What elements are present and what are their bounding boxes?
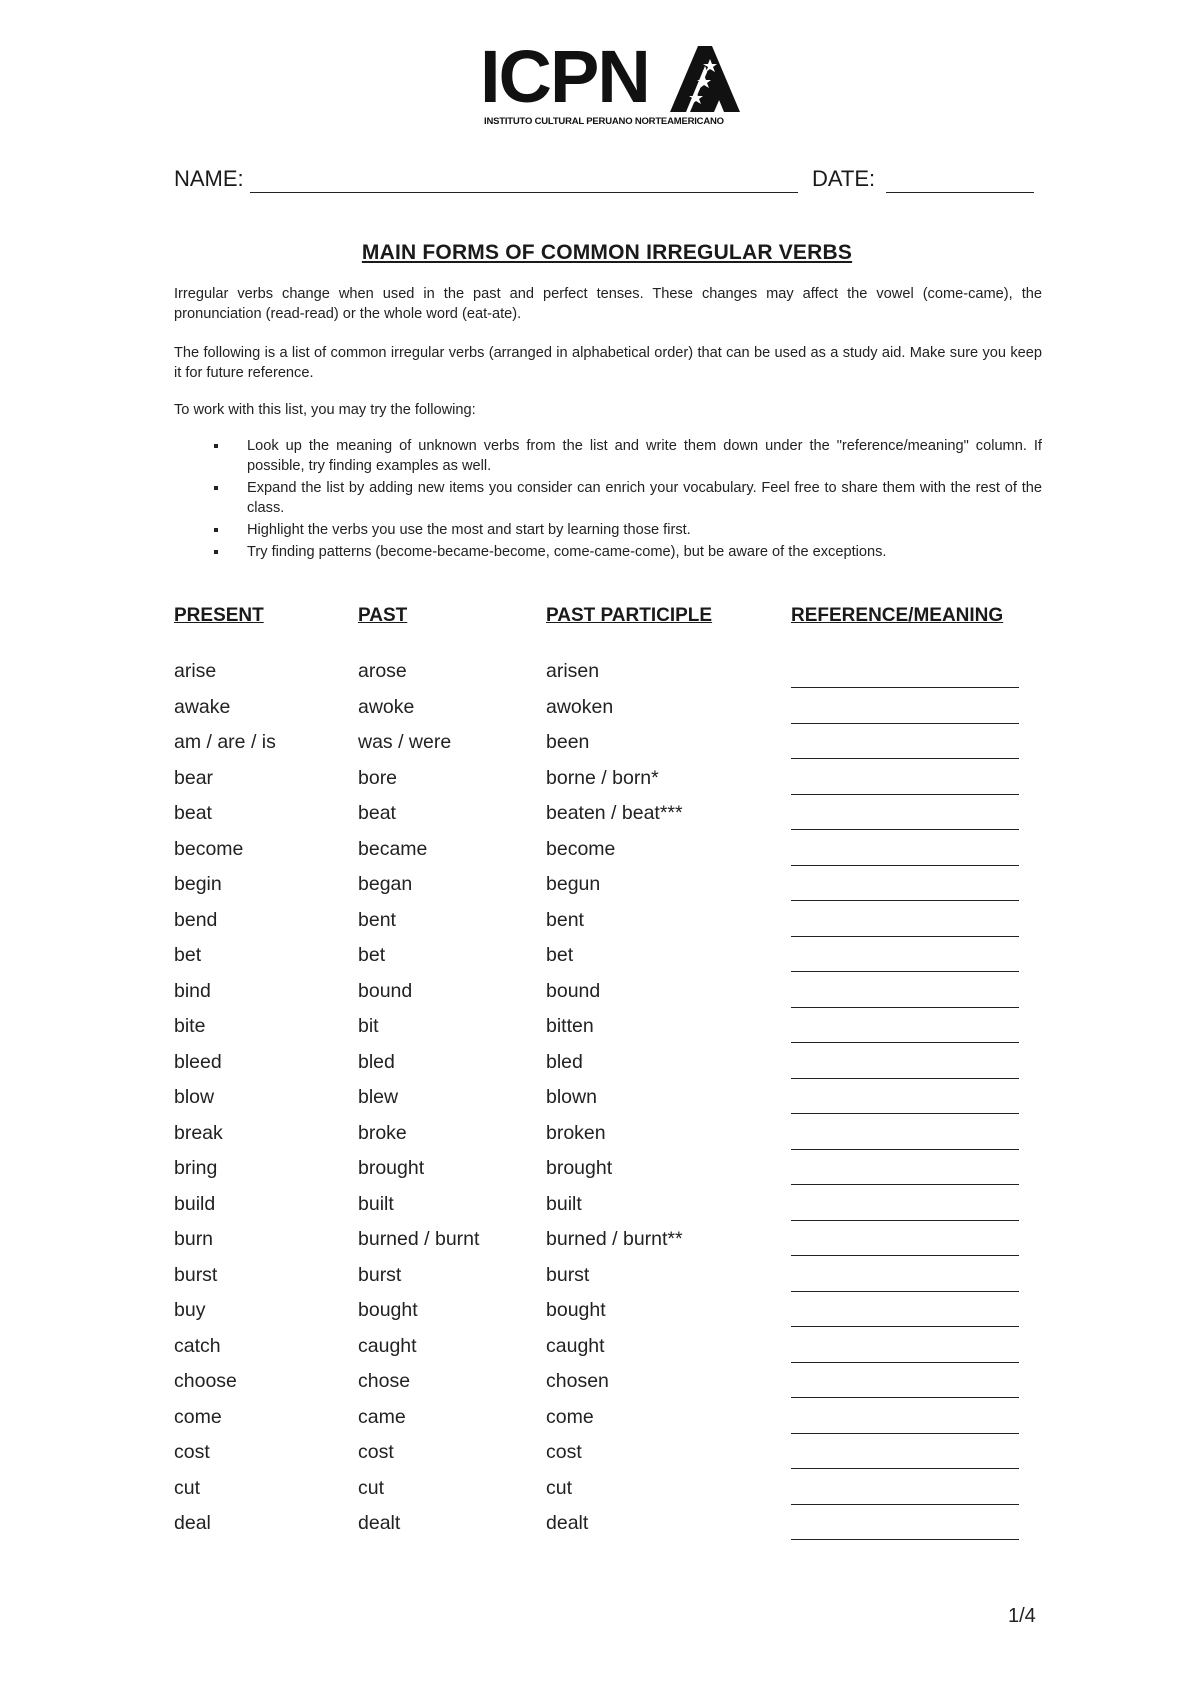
reference-meaning-field[interactable]: [791, 1149, 1019, 1150]
present-cell: bear: [174, 766, 214, 789]
present-cell: burn: [174, 1228, 214, 1250]
list-item: Look up the meaning of unknown verbs from the list and write them down under the "reference/meaning" column. If possible, try finding examples as well.: [174, 436, 1042, 476]
table-row: [0, 944, 1200, 980]
header-past-participle: PAST PARTICIPLE: [546, 605, 713, 626]
past-cell: burst: [358, 1263, 402, 1286]
past-participle-cell: cost: [546, 1441, 582, 1463]
reference-meaning-field[interactable]: [791, 1113, 1019, 1114]
bullet-icon: [214, 486, 218, 490]
reference-meaning-field[interactable]: [791, 1468, 1019, 1469]
list-item: Expand the list by adding new items you consider can enrich your vocabulary. Feel free to share them with the rest of the class.: [174, 478, 1042, 518]
past-participle-cell: cut: [546, 1476, 573, 1499]
bullet-icon: [214, 444, 218, 448]
past-cell: chose: [358, 1370, 411, 1392]
table-row: [0, 1157, 1200, 1193]
reference-meaning-field[interactable]: [791, 1433, 1019, 1434]
header-reference-meaning: REFERENCE/MEANING: [791, 605, 1004, 626]
table-row: [0, 731, 1200, 767]
past-participle-cell: begun: [546, 873, 601, 895]
reference-meaning-field[interactable]: [791, 1042, 1019, 1043]
present-cell: blow: [174, 1086, 215, 1108]
header-present: PRESENT: [174, 605, 264, 626]
reference-meaning-field[interactable]: [791, 1504, 1019, 1505]
date-field[interactable]: [886, 192, 1034, 193]
past-cell: bound: [358, 979, 413, 1002]
present-cell: am / are / is: [174, 731, 276, 753]
present-cell: bet: [174, 944, 202, 966]
reference-meaning-field[interactable]: [791, 1007, 1019, 1008]
past-participle-cell: become: [546, 837, 616, 860]
reference-meaning-field[interactable]: [791, 1539, 1019, 1540]
reference-meaning-field[interactable]: [791, 1291, 1019, 1292]
list-item: Highlight the verbs you use the most and start by learning those first.: [174, 520, 1042, 540]
present-cell: choose: [174, 1370, 237, 1392]
present-cell: awake: [174, 695, 231, 718]
past-participle-cell: bled: [546, 1050, 583, 1073]
past-participle-cell: brought: [546, 1157, 613, 1179]
table-row: [0, 1299, 1200, 1335]
present-cell: build: [174, 1192, 216, 1215]
past-participle-cell: come: [546, 1405, 594, 1428]
reference-meaning-field[interactable]: [791, 829, 1019, 830]
past-cell: blew: [358, 1086, 399, 1108]
past-participle-cell: caught: [546, 1334, 605, 1357]
table-row: [0, 980, 1200, 1016]
past-cell: bent: [358, 908, 396, 931]
past-cell: brought: [358, 1157, 425, 1179]
reference-meaning-field[interactable]: [791, 1362, 1019, 1363]
past-participle-cell: beaten / beat***: [546, 802, 683, 824]
list-item: Try finding patterns (become-became-become, come-came-come), but be aware of the exceptions.: [174, 542, 1042, 562]
table-row: [0, 1015, 1200, 1051]
past-cell: arose: [358, 660, 407, 682]
past-participle-cell: borne / born*: [546, 766, 659, 789]
table-row: [0, 767, 1200, 803]
past-participle-cell: built: [546, 1192, 582, 1215]
present-cell: come: [174, 1405, 222, 1428]
present-cell: beat: [174, 802, 212, 824]
present-cell: deal: [174, 1512, 211, 1534]
present-cell: cut: [174, 1476, 201, 1499]
past-cell: was / were: [358, 731, 452, 753]
present-cell: bleed: [174, 1050, 222, 1073]
bullet-icon: [214, 550, 218, 554]
header-past: PAST: [358, 605, 408, 626]
past-cell: bet: [358, 944, 386, 966]
logo-subtitle: INSTITUTO CULTURAL PERUANO NORTEAMERICANO: [484, 116, 724, 127]
past-participle-cell: bought: [546, 1299, 606, 1321]
page-title: MAIN FORMS OF COMMON IRREGULAR VERBS: [361, 241, 853, 264]
present-cell: become: [174, 837, 244, 860]
present-cell: arise: [174, 660, 217, 682]
past-participle-cell: bitten: [546, 1015, 594, 1037]
table-row: [0, 1335, 1200, 1371]
table-row: [0, 1512, 1200, 1548]
intro-paragraph-3: To work with this list, you may try the following:: [174, 402, 476, 418]
page-number: 1/4: [1008, 1605, 1036, 1627]
past-participle-cell: blown: [546, 1086, 597, 1108]
reference-meaning-field[interactable]: [791, 794, 1019, 795]
present-cell: burst: [174, 1263, 218, 1286]
reference-meaning-field[interactable]: [791, 1078, 1019, 1079]
table-row: [0, 1051, 1200, 1087]
present-cell: bend: [174, 908, 218, 931]
reference-meaning-field[interactable]: [791, 1184, 1019, 1185]
table-row: [0, 1228, 1200, 1264]
past-cell: became: [358, 837, 428, 860]
table-header: [0, 605, 1200, 635]
past-cell: bore: [358, 766, 398, 789]
past-cell: began: [358, 873, 413, 895]
past-cell: cost: [358, 1441, 394, 1463]
logo-brand-text: ICPN: [480, 35, 649, 118]
icpna-logo: [480, 35, 740, 132]
past-cell: bit: [358, 1015, 379, 1037]
name-date-row: [174, 166, 1036, 196]
table-row: [0, 909, 1200, 945]
table-row: [0, 1370, 1200, 1406]
past-cell: built: [358, 1192, 394, 1215]
past-participle-cell: burned / burnt**: [546, 1228, 683, 1250]
past-participle-cell: dealt: [546, 1512, 589, 1534]
past-cell: burned / burnt: [358, 1228, 480, 1250]
intro-paragraph-1: Irregular verbs change when used in the past and perfect tenses. These changes may affect the vowel (come-came), the pronunciation (read-read) or the whole word (eat-ate).: [174, 286, 1042, 322]
present-cell: bring: [174, 1157, 218, 1179]
past-cell: cut: [358, 1476, 385, 1499]
present-cell: bind: [174, 979, 211, 1002]
reference-meaning-field[interactable]: [791, 758, 1019, 759]
table-row: [0, 660, 1200, 696]
table-row: [0, 802, 1200, 838]
past-cell: bled: [358, 1050, 395, 1073]
logo-a-stars-icon: [668, 46, 740, 112]
past-cell: dealt: [358, 1512, 401, 1534]
past-participle-cell: bound: [546, 979, 601, 1002]
past-participle-cell: been: [546, 731, 590, 753]
present-cell: cost: [174, 1441, 210, 1463]
date-label: DATE:: [812, 166, 876, 191]
past-participle-cell: bet: [546, 944, 574, 966]
past-participle-cell: bent: [546, 908, 584, 931]
table-row: [0, 838, 1200, 874]
past-cell: caught: [358, 1334, 417, 1357]
name-field[interactable]: [250, 192, 798, 193]
reference-meaning-field[interactable]: [791, 1255, 1019, 1256]
table-row: [0, 1193, 1200, 1229]
reference-meaning-field[interactable]: [791, 687, 1019, 688]
reference-meaning-field[interactable]: [791, 865, 1019, 866]
reference-meaning-field[interactable]: [791, 1397, 1019, 1398]
table-row: [0, 1441, 1200, 1477]
past-participle-cell: arisen: [546, 660, 600, 682]
verb-table: [0, 660, 1200, 1548]
reference-meaning-field[interactable]: [791, 1220, 1019, 1221]
past-participle-cell: awoken: [546, 695, 614, 718]
present-cell: break: [174, 1121, 223, 1144]
reference-meaning-field[interactable]: [791, 1326, 1019, 1327]
present-cell: buy: [174, 1299, 206, 1321]
present-cell: begin: [174, 873, 222, 895]
table-row: [0, 873, 1200, 909]
table-row: [0, 1406, 1200, 1442]
past-cell: bought: [358, 1299, 418, 1321]
table-row: [0, 1122, 1200, 1158]
past-cell: broke: [358, 1121, 407, 1144]
past-participle-cell: burst: [546, 1263, 590, 1286]
present-cell: catch: [174, 1334, 221, 1357]
instructions-list: [174, 436, 1042, 564]
intro-paragraph-2: The following is a list of common irregular verbs (arranged in alphabetical order) that can be used as a study aid. Make sure you keep it for future reference.: [174, 345, 1042, 381]
reference-meaning-field[interactable]: [791, 936, 1019, 937]
table-row: [0, 1264, 1200, 1300]
table-row: [0, 1477, 1200, 1513]
name-label: NAME:: [174, 166, 244, 191]
past-cell: awoke: [358, 695, 415, 718]
bullet-icon: [214, 528, 218, 532]
reference-meaning-field[interactable]: [791, 900, 1019, 901]
table-row: [0, 696, 1200, 732]
past-participle-cell: broken: [546, 1121, 606, 1144]
past-cell: came: [358, 1405, 406, 1428]
past-participle-cell: chosen: [546, 1370, 609, 1392]
past-cell: beat: [358, 802, 396, 824]
table-row: [0, 1086, 1200, 1122]
reference-meaning-field[interactable]: [791, 971, 1019, 972]
reference-meaning-field[interactable]: [791, 723, 1019, 724]
present-cell: bite: [174, 1015, 206, 1037]
